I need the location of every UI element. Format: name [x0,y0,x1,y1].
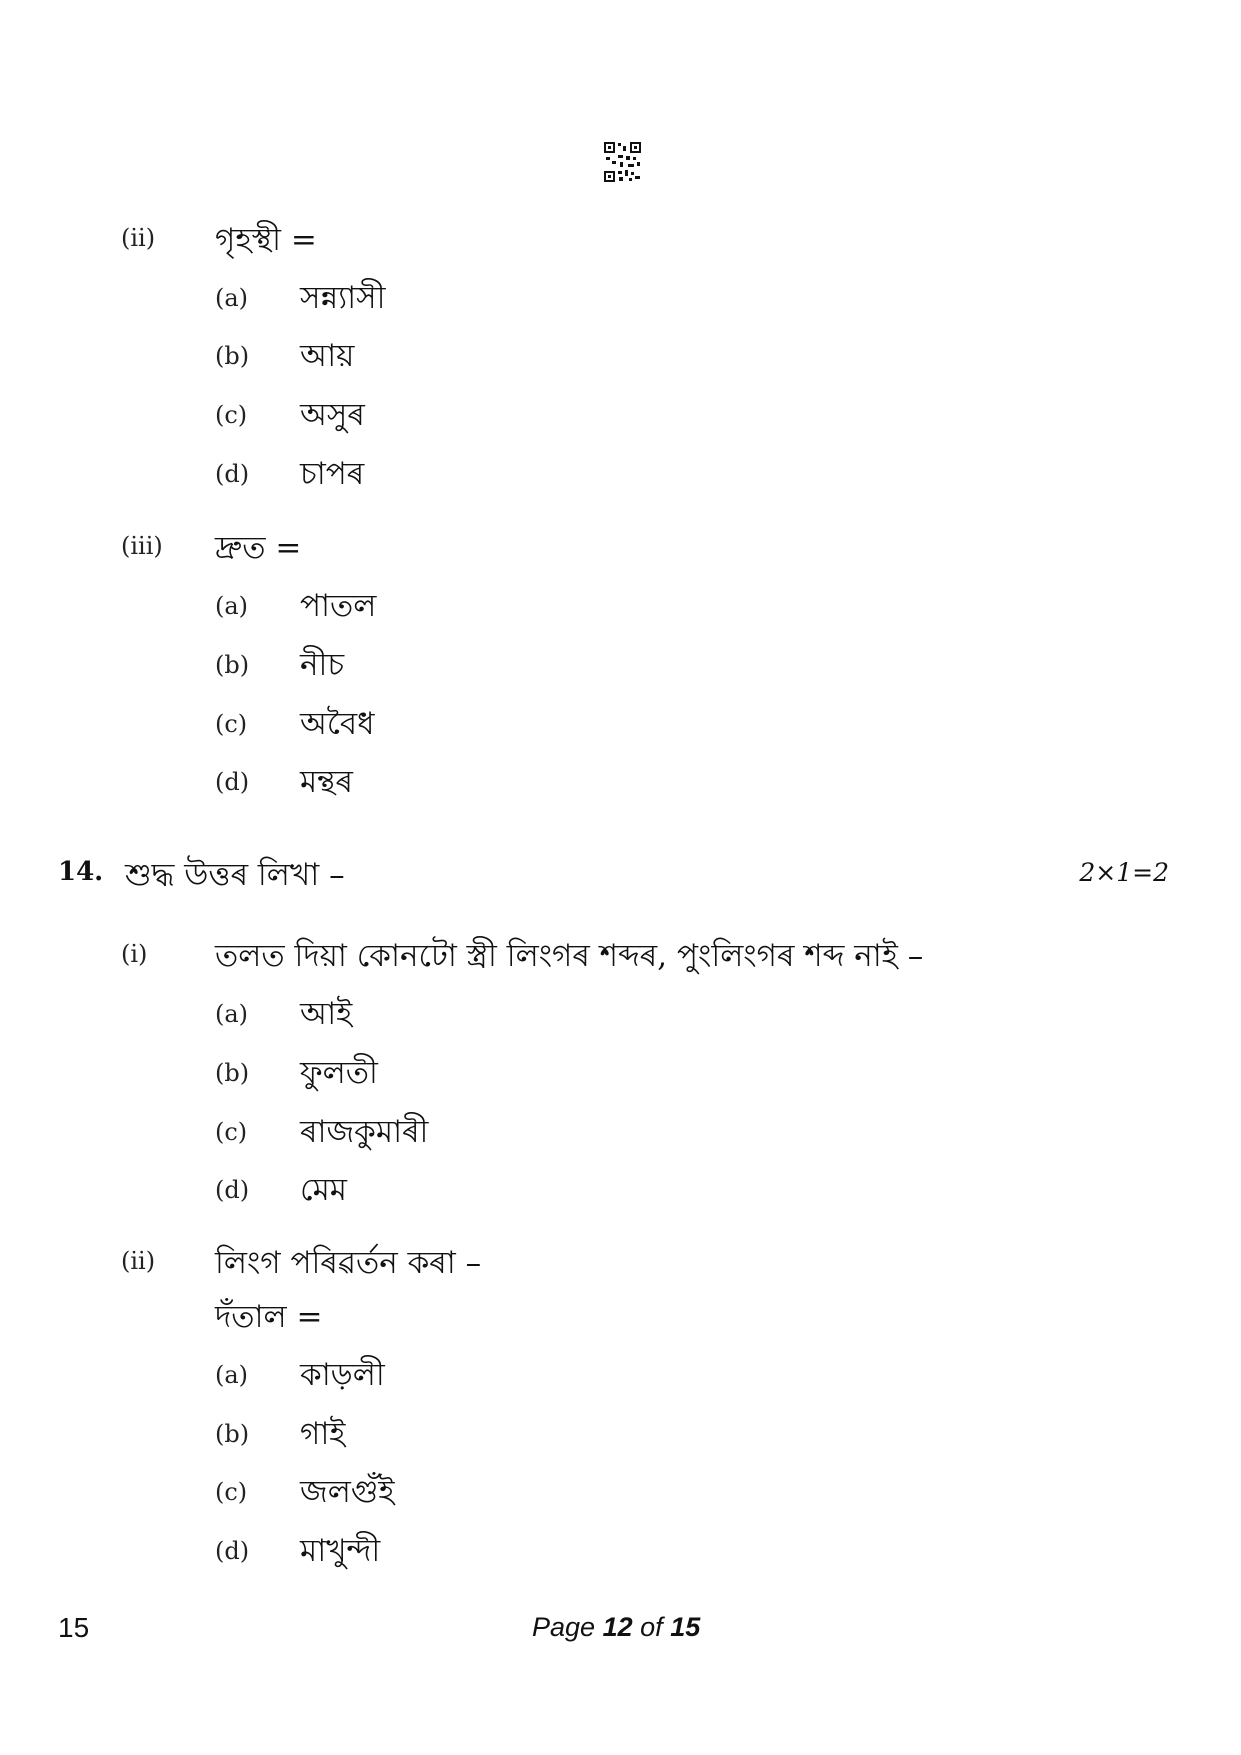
page-prefix: Page [532,1612,596,1642]
option-label: (b) [215,651,250,679]
option-text: চাপৰ [300,456,365,492]
option-text: অসুৰ [300,397,365,433]
marks-allocation: 2×1=2 [1079,858,1169,887]
subq-label: (iii) [121,532,163,560]
qr-code [604,142,641,182]
subq-word: দঁতাল = [215,1299,323,1335]
option-label: (d) [215,1176,250,1204]
subq-label: (i) [121,940,148,968]
option-label: (a) [215,1361,249,1389]
page-total: 15 [670,1612,701,1642]
option-label: (a) [215,592,249,620]
option-text: আই [300,996,353,1032]
option-label: (d) [215,768,250,796]
subq-label: (ii) [121,1247,156,1275]
option-label: (c) [215,401,248,429]
option-label: (d) [215,460,250,488]
option-text: নীচ [300,647,345,683]
option-text: পাতল [300,588,377,624]
subq-label: (ii) [121,224,156,252]
paper-code: 15 [58,1612,90,1643]
subq-stem: দ্ৰুত = [215,530,302,566]
option-text: মেম [300,1172,348,1208]
option-text: আয় [300,338,355,374]
option-text: মন্থৰ [300,764,353,800]
option-label: (d) [215,1537,250,1565]
option-label: (b) [215,1059,250,1087]
subq-stem: গৃহস্থী = [215,222,317,258]
option-text: কাড়লী [300,1357,385,1393]
page-indicator [532,1612,700,1643]
option-text: জলগুঁই [300,1474,395,1510]
option-label: (c) [215,710,248,738]
option-label: (b) [215,342,250,370]
option-text: মাখুন্দী [300,1533,381,1569]
option-label: (a) [215,284,249,312]
subq-stem: তলত দিয়া কোনটো স্ত্ৰী লিংগৰ শব্দৰ, পুংলিংগৰ শব্দ নাই – [215,938,924,974]
option-label: (b) [215,1420,250,1448]
option-label: (c) [215,1478,248,1506]
option-label: (a) [215,1000,249,1028]
option-text: সন্ন্যাসী [300,280,386,316]
option-label: (c) [215,1118,248,1146]
question-number: 14. [58,857,104,887]
option-text: ৰাজকুমাৰী [300,1114,429,1150]
option-text: গাই [300,1416,346,1452]
page-of: of [640,1612,663,1642]
subq-stem: লিংগ পৰিৱৰ্তন কৰা – [215,1245,482,1281]
option-text: ফুলতী [300,1055,378,1091]
option-text: অবৈধ [300,706,375,742]
question-title: শুদ্ধ উত্তৰ লিখা – [125,857,345,893]
page-current: 12 [602,1612,633,1642]
